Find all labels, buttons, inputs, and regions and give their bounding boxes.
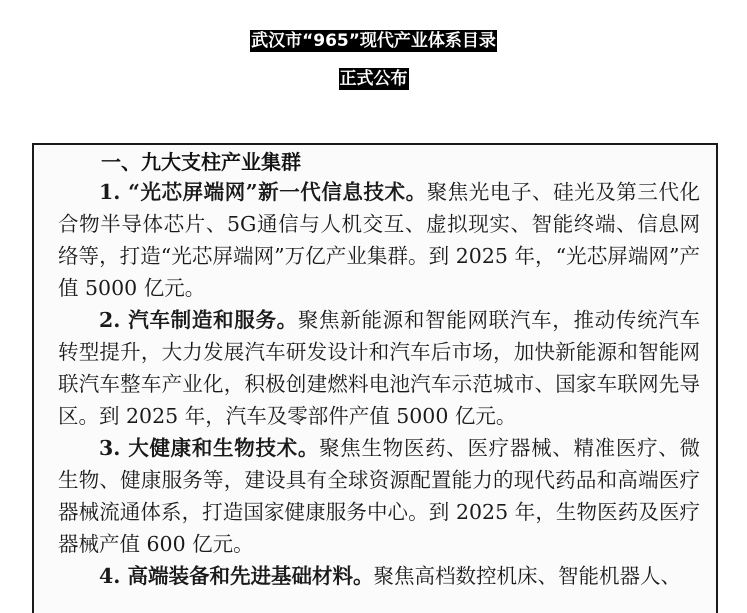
paragraph-body: 聚焦光电子、硅光及第三代化合物半导体芯片、5G通信与人机交互、虚拟现实、智能终端、信息网络等，打造“光芯屏端网”万亿产业集群。到 2025 年，“光芯屏端网”产值 5000 亿元。 [58, 180, 701, 300]
paragraph-body: 聚焦生物医药、医疗器械、精准医疗、微生物、健康服务等，建设具有全球资源配置能力的现代药品和高端医疗器械流通体系，打造国家健康服务中心。到 2025 年，生物医药及医疗器械产值 600 亿元。 [58, 436, 700, 556]
paragraph-lead: 1. “光芯屏端网”新一代信息技术。 [99, 180, 427, 204]
paragraph-body: 聚焦高档数控机床、智能机器人、 [373, 564, 682, 588]
paragraph-body: 聚焦新能源和智能网联汽车，推动传统汽车转型提升，大力发展汽车研发设计和汽车后市场，加快新能源和智能网联汽车整车产业化，积极创建燃料电池汽车示范城市、国家车联网先导区。到 2025 年，汽车及零部件产值 5000 亿元。 [58, 308, 700, 428]
paragraph-2 [58, 304, 700, 432]
paragraph-3 [58, 432, 700, 560]
document-scan [32, 143, 718, 613]
subtitle-row [0, 68, 747, 90]
page-title: 武汉市“965”现代产业体系目录 [251, 31, 496, 51]
title-row [0, 30, 747, 52]
section-heading: 一、九大支柱产业集群 [101, 150, 301, 174]
page-subtitle: 正式公布 [339, 69, 408, 89]
paragraph-lead: 4. 高端装备和先进基础材料。 [99, 564, 374, 588]
paragraph-4 [58, 560, 700, 592]
paragraph-lead: 3. 大健康和生物技术。 [99, 436, 320, 460]
paragraph-1 [58, 176, 700, 304]
paragraph-lead: 2. 汽车制造和服务。 [99, 308, 298, 332]
document-body [58, 176, 700, 592]
